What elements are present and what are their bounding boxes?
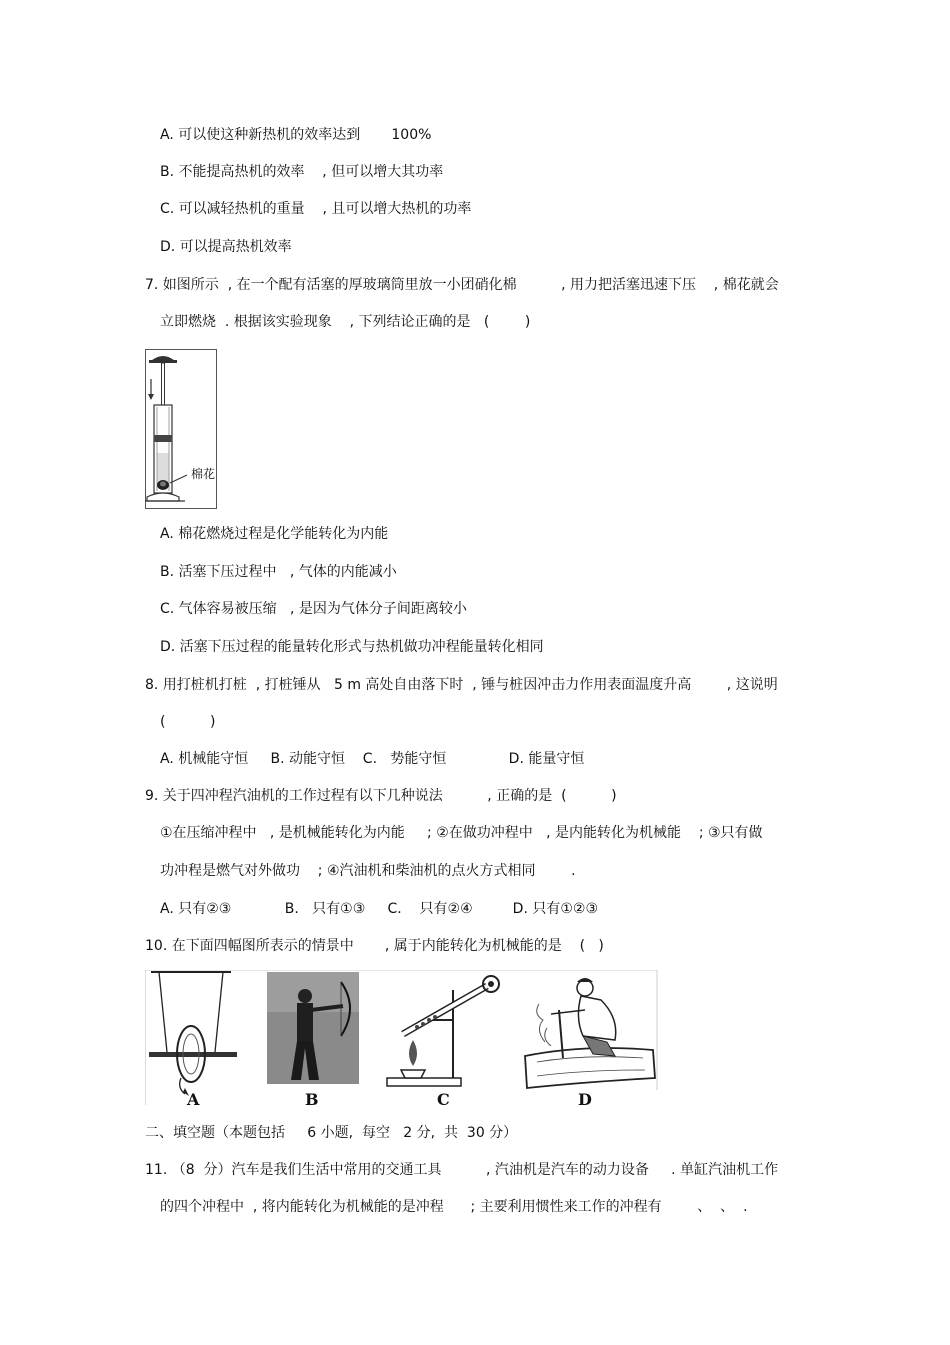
q7-stem-line1: 7. 如图所示 , 在一个配有活塞的厚玻璃筒里放一小团硝化棉 , 用力把活塞迅速下压 , 棉花就会: [145, 277, 779, 293]
cotton-label: 棉花: [191, 467, 216, 481]
q9-stem: 9. 关于四冲程汽油机的工作过程有以下几种说法 , 正确的是 ( ): [145, 788, 617, 804]
q9-statements-line1: ①在压缩冲程中 , 是机械能转化为内能 ; ②在做功冲程中 , 是内能转化为机械能 ; ③只有做: [160, 825, 763, 841]
q8-stem-line2: ( ): [160, 714, 216, 730]
q7-option-c: C. 气体容易被压缩 , 是因为气体分子间距离较小: [160, 601, 467, 617]
q6-option-c: C. 可以减轻热机的重量 , 且可以增大热机的功率: [160, 201, 472, 217]
q6-option-b: B. 不能提高热机的效率 , 但可以增大其功率: [160, 164, 444, 180]
q9-options: A. 只有②③ B. 只有①③ C. 只有②④ D. 只有①②③: [160, 901, 599, 917]
q6-option-a: A. 可以使这种新热机的效率达到 100%: [160, 127, 432, 143]
figure-a-wheel: [149, 972, 237, 1096]
q6-option-d: D. 可以提高热机效率: [160, 239, 292, 255]
q7-option-a: A. 棉花燃烧过程是化学能转化为内能: [160, 526, 389, 542]
q8-stem-line1: 8. 用打桩机打桩 , 打桩锤从 5 m 高处自由落下时 , 锤与桩因冲击力作用表面温度升高 , 这说明: [145, 677, 778, 693]
q7-option-d: D. 活塞下压过程的能量转化形式与热机做功冲程能量转化相同: [160, 639, 544, 655]
figure-c-test-tube-stand: [387, 976, 499, 1086]
section-2-heading: 二、填空题（本题包括 6 小题, 每空 2 分, 共 30 分）: [145, 1125, 518, 1141]
q11-stem-line2: 的四个冲程中 , 将内能转化为机械能的是冲程 ; 主要利用惯性来工作的冲程有 、 、 .: [160, 1199, 748, 1215]
piston-cylinder-diagram: [145, 349, 217, 509]
figure-d-drill-fire: [525, 978, 655, 1088]
q10-stem: 10. 在下面四幅图所表示的情景中 , 属于内能转化为机械能的是 ( ): [145, 938, 604, 954]
q9-statements-line2: 功冲程是燃气对外做功 ; ④汽油机和柴油机的点火方式相同 .: [160, 863, 576, 879]
q7-option-b: B. 活塞下压过程中 , 气体的内能减小: [160, 564, 397, 580]
q10-figures: [145, 970, 660, 1110]
figure-label-b: B: [305, 1090, 319, 1109]
q7-figure-piston-cylinder: [145, 349, 217, 509]
figure-label-d: D: [578, 1090, 592, 1109]
q10-scene-drawings: [145, 970, 660, 1110]
figure-b-archer: [267, 972, 359, 1084]
figure-label-a: A: [187, 1090, 200, 1109]
figure-label-c: C: [437, 1090, 450, 1109]
q8-options: A. 机械能守恒 B. 动能守恒 C. 势能守恒 D. 能量守恒: [160, 751, 585, 767]
q7-stem-line2: 立即燃烧 . 根据该实验现象 , 下列结论正确的是 ( ): [160, 314, 531, 330]
q11-stem-line1: 11. （8 分）汽车是我们生活中常用的交通工具 , 汽油机是汽车的动力设备 . 单缸汽油机工作: [145, 1162, 779, 1178]
